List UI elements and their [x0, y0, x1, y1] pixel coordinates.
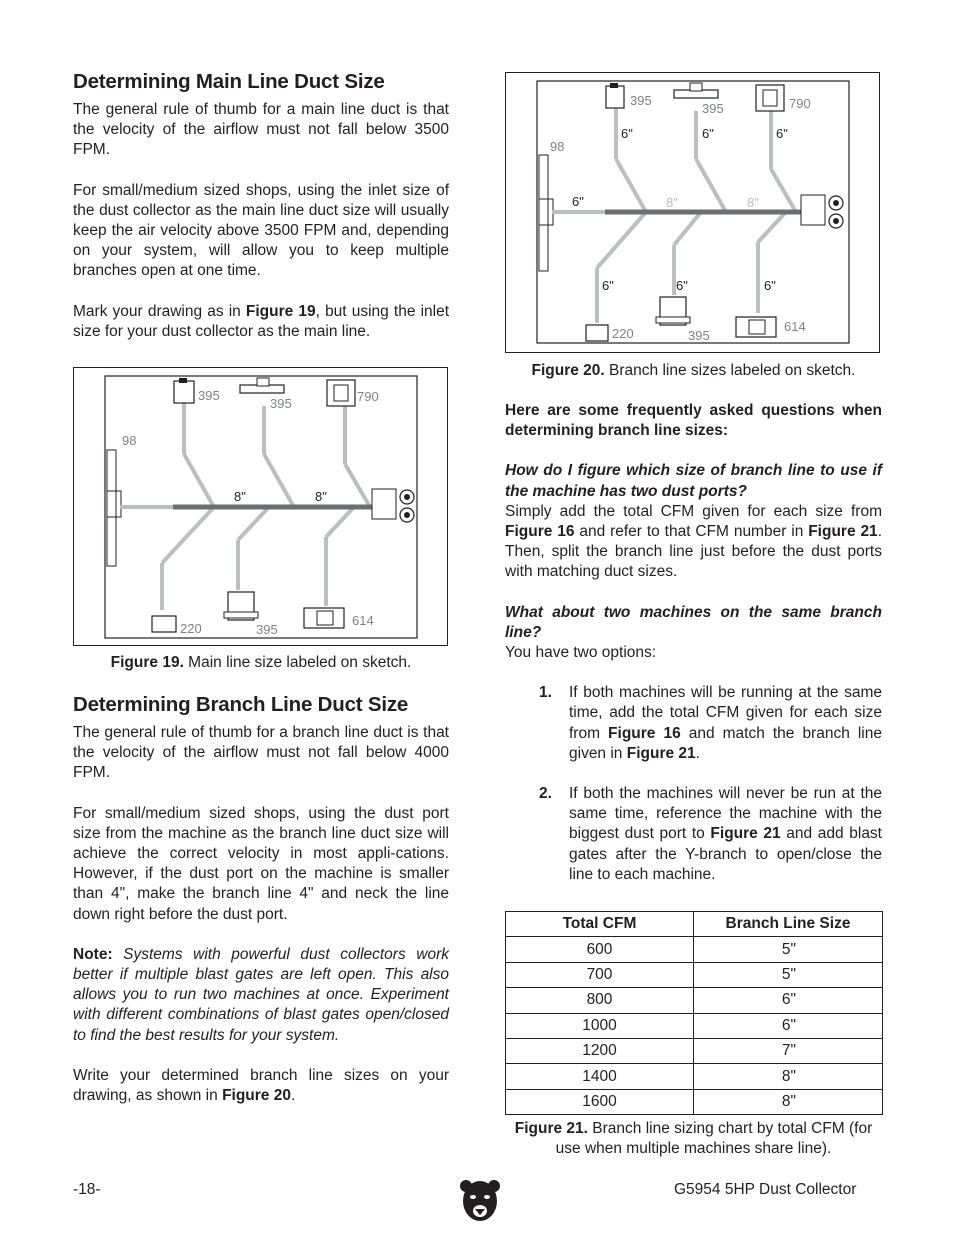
answer-2: You have two options: [505, 644, 657, 662]
answer-1: Simply add the total CFM given for each size from Figure 16 and refer to that CFM number in Figure 21. Then, split the branch line just before the dust ports with matching duct sizes. [505, 502, 882, 581]
figure-20-sketch [506, 73, 879, 352]
figure-19-sketch [74, 368, 447, 645]
fig19-cfm-bottom-3: 614 [352, 613, 374, 629]
fig20-cfm-top-1: 395 [630, 93, 652, 108]
table-row: 1200 7" [506, 1039, 883, 1064]
main-line-heading: Determining Main Line Duct Size [73, 70, 385, 93]
option-1: 1. If both machines will be running at the same time, add the total CFM given for each size from Figure 16 and match the branch line given in Figure 21. [539, 684, 882, 762]
figure-19-ref: Figure 19 [245, 302, 316, 320]
fig20-branch-left: 6" [572, 194, 584, 209]
table-row: 600 5" [506, 937, 883, 962]
table-row: 1400 8" [506, 1064, 883, 1089]
fig19-cfm-bottom-2: 395 [256, 622, 278, 638]
fig20-branch-top-1: 6" [621, 126, 633, 141]
fig20-cfm-bottom-2: 395 [688, 328, 710, 343]
note-paragraph: Note: Systems with powerful dust collectors work better if multiple blast gates are left open. This also allows you to run two machines at once. Experiment with different combinations of blast gates open/closed to find the best results for your system. [73, 945, 449, 1044]
fig20-cfm-left: 98 [550, 139, 565, 154]
fig19-cfm-left: 98 [122, 433, 137, 449]
bear-logo-icon [459, 1177, 501, 1223]
faq-intro: Here are some frequently asked questions when determining branch line sizes: [505, 402, 882, 440]
figure-19-caption: Figure 19. Main line size labeled on sketch. [110, 654, 412, 672]
main-line-paragraph-3: Mark your drawing as in Figure 19, but using the inlet size for your dust collector as the main line. [73, 302, 449, 340]
figure-20-ref: Figure 20 [222, 1087, 291, 1105]
fig19-cfm-bottom-1: 220 [180, 621, 202, 637]
fig20-branch-bottom-2: 6" [676, 278, 688, 293]
table-row: 800 6" [506, 988, 883, 1013]
figure-19 [73, 367, 448, 646]
fig20-branch-bottom-3: 6" [764, 278, 776, 293]
fig20-cfm-top-2: 395 [702, 101, 724, 116]
left-column [73, 70, 449, 1106]
option-2: 2. If both the machines will never be run at the same time, reference the machine with the biggest dust port to Figure 21 and add blast gates after the Y-branch to open/close the line to each machine. [539, 785, 882, 883]
table-row: 700 5" [506, 962, 883, 987]
fig19-cfm-top-2: 395 [270, 396, 292, 412]
main-line-paragraph-2: For small/medium sized shops, using the inlet size of the dust collector as the main line duct size will usually keep the air velocity above 3500 FPM and, depending on your system, will allow you to keep multiple branches open at one time. [73, 181, 449, 280]
fig20-main-size-1: 8" [666, 195, 678, 210]
fig20-cfm-top-3: 790 [789, 96, 811, 111]
fig19-cfm-top-1: 395 [198, 388, 220, 404]
branch-line-paragraph-1: The general rule of thumb for a branch line duct is that the velocity of the airflow must not fall below 4000 FPM. [73, 724, 449, 782]
question-2: What about two machines on the same branch line? [505, 603, 882, 641]
right-column [505, 72, 882, 1159]
branch-sizing-table [505, 911, 883, 1115]
write-paragraph: Write your determined branch line sizes on your drawing, as shown in Figure 20. [73, 1066, 449, 1105]
branch-line-paragraph-2: For small/medium sized shops, using the dust port size from the machine as the branch line duct size will achieve the correct velocity in most appli-cations. However, if the dust port on the machine is smaller than 4", make the branch line 4" and neck the line down right before the dust port. [73, 804, 449, 923]
table-row: 1600 8" [506, 1089, 883, 1114]
fig20-branch-bottom-1: 6" [602, 278, 614, 293]
page-number: -18- [73, 1181, 101, 1198]
figure-20-caption: Figure 20. Branch line sizes labeled on sketch. [531, 362, 856, 379]
figure-20 [505, 72, 880, 353]
model-name: G5954 5HP Dust Collector [674, 1181, 857, 1198]
question-1: How do I figure which size of branch line to use if the machine has two dust ports? [505, 462, 882, 500]
fig19-cfm-top-3: 790 [357, 389, 379, 405]
table-header-size: Branch Line Size [694, 912, 883, 937]
fig19-main-size-1: 8" [234, 489, 246, 505]
table-row: 1000 6" [506, 1013, 883, 1038]
table-header-cfm: Total CFM [506, 912, 694, 937]
table-header-row [506, 912, 883, 937]
fig20-branch-top-3: 6" [776, 126, 788, 141]
main-line-paragraph-1: The general rule of thumb for a main line duct is that the velocity of the airflow must not fall below 3500 FPM. [73, 101, 449, 159]
fig20-branch-top-2: 6" [702, 126, 714, 141]
figure-21-caption: Figure 21. Branch line sizing chart by total CFM (for use when multiple machines share line). [514, 1120, 873, 1158]
fig20-cfm-bottom-1: 220 [612, 326, 634, 341]
fig20-main-size-2: 8" [747, 195, 759, 210]
fig19-main-size-2: 8" [315, 489, 327, 505]
fig20-cfm-bottom-3: 614 [784, 319, 806, 334]
branch-line-heading: Determining Branch Line Duct Size [73, 693, 409, 717]
